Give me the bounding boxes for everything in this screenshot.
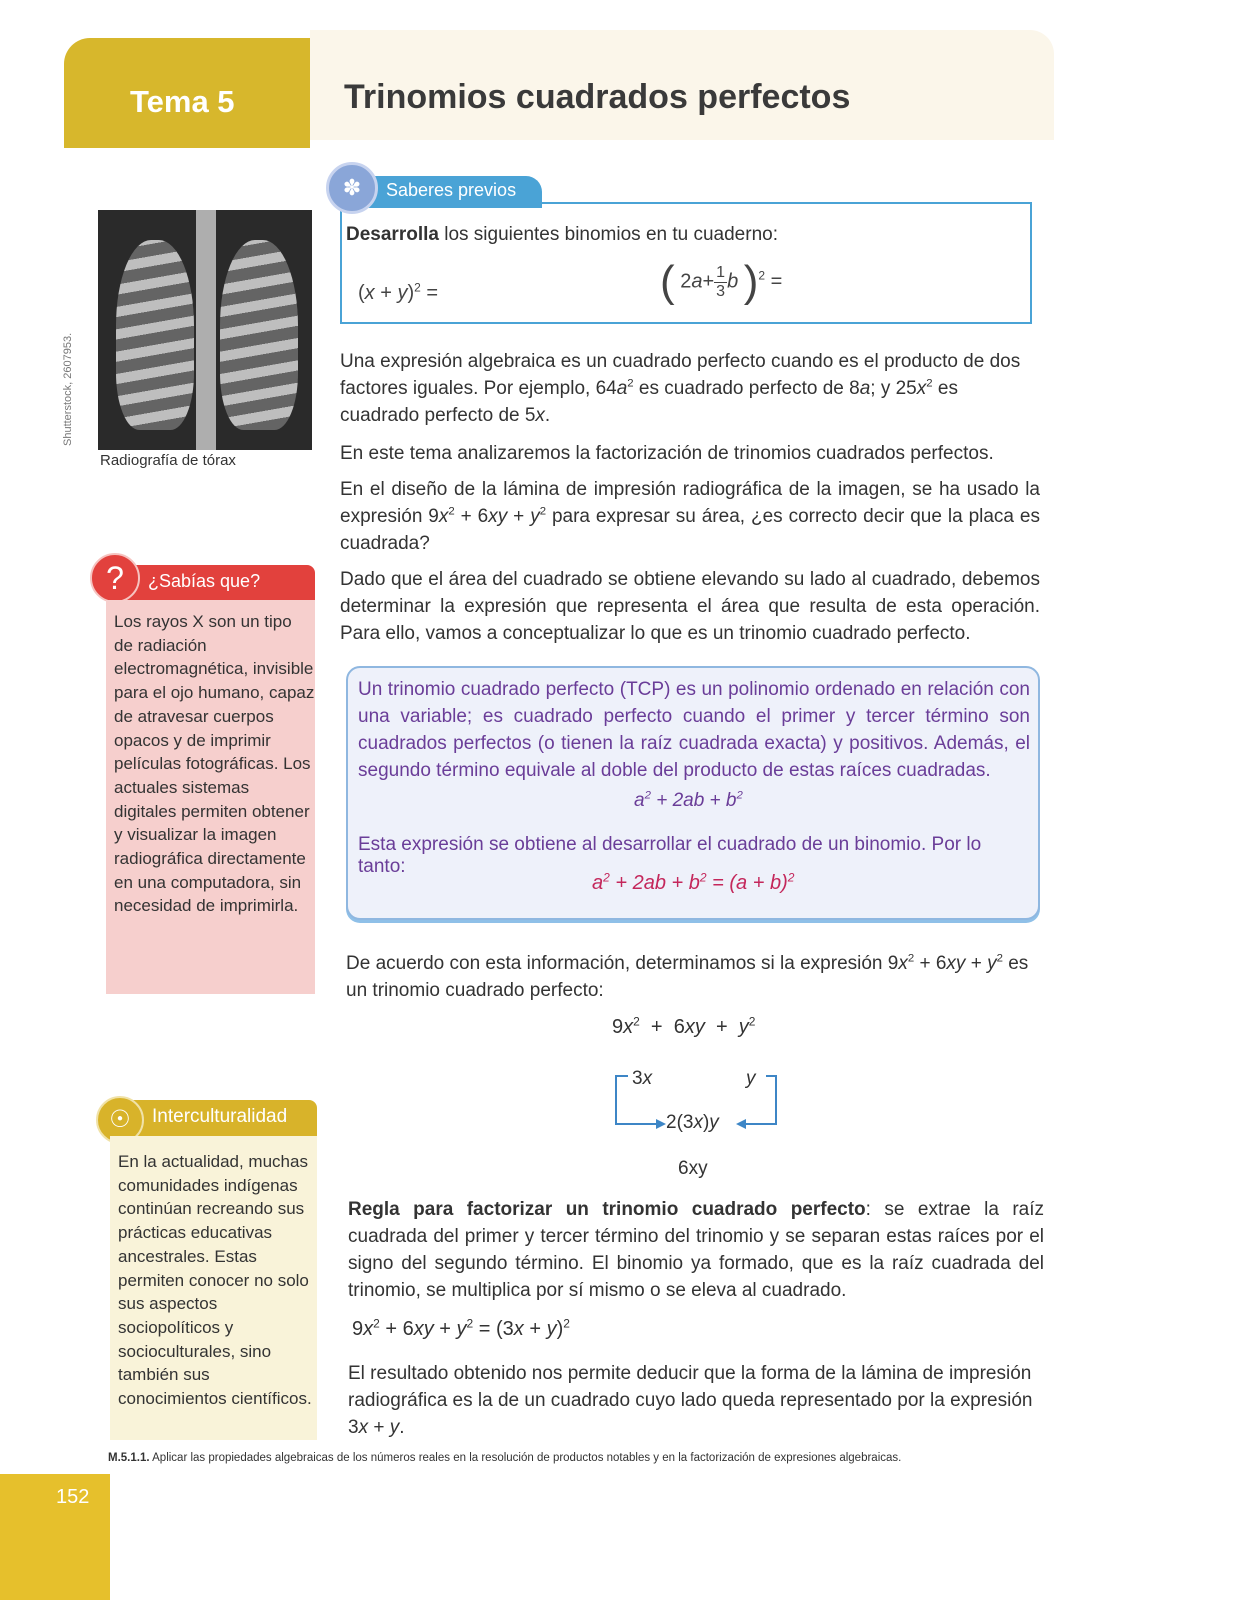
paragraph-analysis: De acuerdo con esta información, determinamos si la expresión $9x^2 + 6xy + y^2$ es un trinomio cuadrado perfecto: — [346, 952, 1029, 1001]
footnote-code: M.5.1.1. — [108, 1452, 150, 1464]
curriculum-footnote — [108, 1452, 901, 1464]
binomial-2: ( 2a+ $\frac{1}{3}b$ )$^2$ = — [660, 257, 783, 306]
rule-text: : se extrae la raíz cuadrada del primer y tercer término del trinomio y se separan estas raíces por el signo del segundo término. El binomio ya formado, que es la raíz cuadrada del trinomio, se multiplica por sí mismo o se eleva al cuadrado. — [348, 1199, 1045, 1301]
factoring-rule — [348, 1196, 1044, 1304]
topic-label: Tema 5 — [130, 84, 235, 119]
sabias-text: Los rayos X son un tipo de radiación electromagnética, invisible para el ojo humano, capaz de atravesar cuerpos opacos y de imprimir películas fotográficas. Los actuales sistemas digitales permiten obtener y visualizar la imagen radiográfica directamente en una computadora, sin necesidad de imprimirla. — [114, 612, 315, 916]
right-lung-shape — [220, 240, 298, 430]
sabias-header — [110, 565, 315, 601]
chest-xray-image — [98, 210, 312, 450]
question-mark-icon: ? — [90, 553, 140, 603]
left-lung-shape — [116, 240, 194, 430]
double-product: 2(3x)y — [666, 1112, 719, 1133]
title-banner — [310, 30, 1054, 140]
sabias-title: ¿Sabías que? — [148, 571, 261, 591]
saberes-title: Saberes previos — [386, 180, 517, 200]
left-arrow-head — [656, 1119, 666, 1129]
binomial-1: $(x + y)^2$ = — [358, 280, 439, 304]
image-credit: Shutterstock, 2607953. — [62, 332, 74, 446]
definition-formula: $a^2 + 2ab + b^2$ — [634, 789, 743, 811]
sabias-box — [106, 600, 315, 994]
intercultural-box — [110, 1136, 317, 1440]
saberes-instruction — [346, 224, 778, 246]
intercultural-title: Interculturalidad — [152, 1106, 288, 1127]
topic-banner — [64, 38, 310, 148]
paragraph-area: Dado que el área del cuadrado se obtiene elevando su lado al cuadrado, debemos determinar la expresión que representa el área que resulta de esta operación. Para ello, vamos a conceptualizar lo que es un trinomio cuadrado perfecto. — [340, 569, 1040, 644]
right-arrow-head — [736, 1119, 746, 1129]
trinomial-terms: $9x^2 + 6xy + y^2$ — [612, 1014, 756, 1038]
paragraph-question: En el diseño de la lámina de impresión radiográfica de la imagen, se ha usado la expresión $9x^2 + 6xy + y^2$ para expresar su área, ¿es correcto decir que la placa es cuadrada? — [340, 479, 1040, 554]
intercultural-text: En la actualidad, muchas comunidades indígenas continúan recreando sus prácticas educativas ancestrales. Estas permiten conocer no solo sus aspectos sociopolíticos y socioculturales, sino también sus conocimientos científicos. — [118, 1152, 312, 1409]
page-title: Trinomios cuadrados perfectos — [344, 78, 851, 116]
rule-bold: Regla para factorizar un trinomio cuadrado perfecto — [348, 1199, 866, 1220]
definition-text-2: Esta expresión se obtiene al desarrollar el cuadrado de un binomio. Por lo tanto: — [358, 834, 982, 877]
paragraph-conclusion: El resultado obtenido nos permite deducir que la forma de la lámina de impresión radiográfica es la de un cuadrado cuyo lado queda representado por la expresión 3x + y. — [348, 1363, 1033, 1438]
brain-icon: ✽ — [326, 162, 378, 214]
root-third-term: y — [746, 1068, 756, 1089]
definition-text: Un trinomio cuadrado perfecto (TCP) es un polinomio ordenado en relación con una variable; es cuadrado perfecto cuando el primer y tercer término son cuadrados perfectos (o tienen la raíz cuadrada exacta) y positivos. Además, el segundo término equivale al doble del producto de estas raíces cuadradas. — [358, 679, 1030, 781]
page-number: 152 — [56, 1486, 90, 1508]
building-icon: ☉ — [96, 1096, 144, 1144]
spine-shape — [196, 210, 216, 450]
page-number-box — [0, 1474, 110, 1600]
middle-term-result: 6xy — [678, 1158, 708, 1179]
footnote-text: Aplicar las propiedades algebraicas de los números reales en la resolución de productos notables y en la factorización de expresiones algebraicas. — [149, 1452, 902, 1464]
paragraph-intro: Una expresión algebraica es un cuadrado perfecto cuando es el producto de dos factores iguales. Por ejemplo, $64a^2$ es cuadrado perfecto de 8a; y $25x^2$ es cuadrado perfecto de 5x. — [340, 351, 1021, 426]
instruction-bold: Desarrolla — [346, 224, 439, 245]
factoring-result: $9x^2 + 6xy + y^2 = (3x + y)^2$ — [352, 1316, 570, 1340]
instruction-rest: los siguientes binomios en tu cuaderno: — [438, 224, 778, 245]
saberes-header — [352, 176, 542, 208]
definition-identity: $a^2 + 2ab + b^2 = (a + b)^2$ — [592, 870, 795, 894]
root-first-term: 3x — [632, 1068, 653, 1089]
paragraph-topic: En este tema analizaremos la factorización de trinomios cuadrados perfectos. — [340, 443, 994, 464]
image-caption: Radiografía de tórax — [100, 452, 236, 469]
